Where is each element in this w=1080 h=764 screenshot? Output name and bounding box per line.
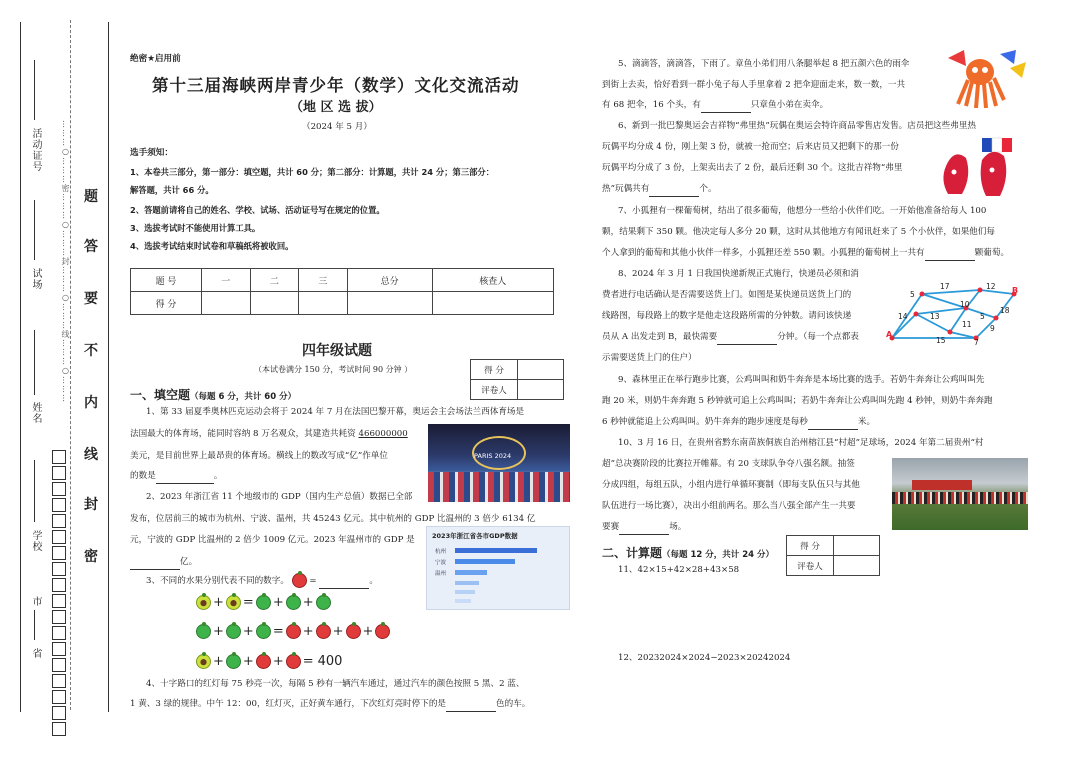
- q1-cost: 466000000: [358, 429, 408, 439]
- strawberry-icon: [375, 624, 390, 639]
- q3-equation-2: + + = + + +: [196, 621, 390, 640]
- graph-weight: 17: [940, 282, 950, 291]
- gdp-chart-label: 杭州: [435, 549, 447, 555]
- graph-weight: 15: [936, 336, 946, 345]
- section1-title-text: 一、填空题: [130, 388, 191, 402]
- q6-line: 热”玩偶共有 个。: [602, 182, 717, 197]
- octopus-image: [944, 48, 1030, 110]
- page-subtitle: （地 区 选 拔）: [290, 100, 382, 115]
- village-football-image: [892, 458, 1028, 530]
- warn-char: 密: [84, 549, 98, 565]
- gdp-chart-image: [426, 526, 570, 610]
- apple-icon: [196, 624, 211, 639]
- q10-line: 要赛 场。: [602, 520, 686, 535]
- q3-equation-1: + = + +: [196, 592, 331, 611]
- mini-grader-label: 评卷人: [787, 556, 834, 576]
- q10-line: 分成四组，每组五队，小组内进行单循环赛制（即每支队伍只与其他: [602, 480, 860, 490]
- gdp-chart-title: 2023年浙江省各市GDP数据: [432, 532, 518, 540]
- exam-date: （2024 年 5 月）: [302, 122, 372, 132]
- q10-answer-blank[interactable]: [619, 524, 669, 535]
- exam-number-boxes: [52, 450, 66, 738]
- phryge-mascot-image: [938, 136, 1030, 198]
- strawberry-icon: [256, 654, 271, 669]
- q7-line: 7、小狐狸有一棵葡萄树，结出了很多葡萄，他想分一些给小伙伴们吃。一开始他准备给每人 100: [618, 206, 987, 216]
- graph-weight: 13: [930, 312, 940, 321]
- score-header: 二: [250, 269, 299, 292]
- gdp-chart-label: 宁波: [435, 560, 447, 566]
- warn-char: 线: [84, 447, 98, 463]
- section1-note: （每题 6 分，共计 60 分）: [190, 392, 297, 402]
- q7-line: 颗，结果剩下 350 颗。他决定每人多分 20 颗，这时从其他地方有闻讯赶来了 5 个小伙伴，如果他们每: [602, 227, 995, 237]
- q2-line: 亿。: [130, 555, 197, 570]
- q10-line: 队伍进行一场比赛），决出小组前两名。那么当八强全部产生一共要: [602, 501, 856, 511]
- q9-answer-blank[interactable]: [808, 419, 858, 430]
- q4-answer-blank[interactable]: [446, 701, 496, 712]
- q1-line: 1、第 33 届夏季奥林匹克运动会将于 2024 年 7 月在法国巴黎开幕，奥运会主会场法兰西体育场是: [146, 407, 525, 417]
- q8-line: 8、2024 年 3 月 1 日我国快递新规正式施行，快递员必须和消: [618, 269, 859, 279]
- warn-char: 答: [84, 239, 98, 255]
- notice-item: 4、选拔考试结束时试卷和草稿纸将被收回。: [130, 241, 294, 251]
- q11: 11、42×15+42×28+43×58: [618, 565, 740, 575]
- q3-result: 400: [317, 654, 343, 669]
- mini-score-cell[interactable]: [518, 360, 564, 380]
- stadium-image: [428, 424, 570, 502]
- graph-weight: 5: [980, 312, 985, 321]
- score-cell[interactable]: [432, 292, 553, 315]
- q9-line: 跑 20 米，则奶牛奔奔跑 5 秒钟就可追上公鸡叫叫；若奶牛奔奔让公鸡叫叫先跑 4 秒钟，则奶牛奔奔跑: [602, 396, 993, 406]
- notice-title: 选手须知：: [130, 148, 173, 158]
- strawberry-icon: [286, 654, 301, 669]
- q1-line: 法国最大的体育场，能同时容纳 8 万名观众，其建造共耗资 466000000: [130, 429, 408, 439]
- score-header: 总分: [347, 269, 432, 292]
- q5-line: 5、滴滴答，滴滴答，下雨了。章鱼小弟们用八条腿举起 8 把五颜六色的雨伞: [618, 59, 910, 69]
- seal-line-text: ………○………密………○………封………○………线………○………: [61, 120, 70, 403]
- score-header: 核查人: [432, 269, 553, 292]
- q12: 12、20232024×2024−2023×20242024: [618, 653, 791, 663]
- q8-answer-blank[interactable]: [717, 334, 777, 345]
- warn-char: 题: [84, 189, 98, 205]
- avocado-icon: [226, 595, 241, 610]
- score-row-label: 得 分: [131, 292, 202, 315]
- apple-icon: [286, 595, 301, 610]
- field-city: 市: [30, 596, 41, 607]
- q9-line: 6 秒钟就能追上公鸡叫叫。奶牛奔奔的跑步速度是每秒 米。: [602, 415, 875, 430]
- q7-answer-blank[interactable]: [925, 250, 975, 261]
- field-name: 姓名: [30, 402, 41, 424]
- secret-mark: 绝密★启用前: [130, 54, 181, 64]
- section2-title-text: 二、计算题: [602, 546, 663, 560]
- q5-line: 到街上去卖，恰好看到一群小兔子每人手里拿着 2 把伞迎面走来，数一数，一共: [602, 80, 906, 90]
- graph-weight: 9: [990, 324, 995, 333]
- graph-weight: 10: [960, 300, 970, 309]
- notice-item: 3、选拔考试时不能使用计算工具。: [130, 223, 261, 233]
- strawberry-icon: [316, 624, 331, 639]
- apple-icon: [316, 595, 331, 610]
- mini-grader-label: 评卷人: [471, 380, 518, 400]
- score-header: 一: [202, 269, 251, 292]
- page-title: 第十三届海峡两岸青少年（数学）文化交流活动: [152, 76, 520, 95]
- grade-title: 四年级试题: [302, 343, 372, 359]
- q9-line: 9、森林里正在举行跑步比赛，公鸡叫叫和奶牛奔奔是本场比赛的选手。若奶牛奔奔让公鸡叫叫先: [618, 375, 985, 385]
- q3-line: 3、不同的水果分别代表不同的数字。 = 。: [146, 573, 378, 589]
- notice-item: 1、本卷共三部分，第一部分：填空题，共计 60 分；第二部分：计算题，共计 24 分；第三部分：: [130, 167, 495, 177]
- field-province: 省: [30, 648, 41, 659]
- notice-item: 2、答题前请将自己的姓名、学校、试场、活动证号写在规定的位置。: [130, 205, 385, 215]
- q1-line: 的数是 。: [130, 469, 222, 484]
- apple-icon: [256, 595, 271, 610]
- q6-line: 6、新到一批巴黎奥运会吉祥物“弗里热”玩偶在奥运会特许商品零售店发售。店员把这些弗里热: [618, 121, 977, 131]
- section2-title: [602, 544, 774, 561]
- score-table: [130, 268, 554, 315]
- graph-weight: 5: [910, 290, 915, 299]
- graph-weight: 7: [974, 338, 979, 347]
- graph-weight: 14: [898, 312, 908, 321]
- apple-icon: [226, 624, 241, 639]
- mini-grader-cell[interactable]: [834, 556, 880, 576]
- avocado-icon: [196, 654, 211, 669]
- gdp-chart-label: 温州: [435, 571, 447, 577]
- q6-line: 玩偶平均分成了 3 份，上架卖出去了 2 份，最后还剩 30 个。这批吉祥物“弗里: [602, 163, 903, 173]
- score-cell[interactable]: [299, 292, 348, 315]
- score-header: 三: [299, 269, 348, 292]
- field-school: 学校: [30, 530, 41, 552]
- q2-line: 2、2023 年浙江省 11 个地级市的 GDP（国内生产总值）数据已全部: [146, 492, 413, 502]
- paper-info: （本试卷满分 150 分，考试时间 90 分钟 ）: [254, 365, 413, 374]
- score-cell[interactable]: [202, 292, 251, 315]
- graph-weight: 18: [1000, 306, 1010, 315]
- strawberry-icon: [286, 624, 301, 639]
- q4-line: 4、十字路口的红灯每 75 秒亮一次，每隔 5 秒有一辆汽车通过，通过汽车的颜色按照 5 黑、2 蓝、: [146, 679, 525, 689]
- mini-grader-cell[interactable]: [518, 380, 564, 400]
- strawberry-icon: [346, 624, 361, 639]
- q1-line: 美元，是目前世界上最昂贵的体育场。横线上的数改写成“亿”作单位: [130, 451, 389, 461]
- warn-char: 内: [84, 395, 98, 411]
- strawberry-icon: [292, 573, 307, 588]
- q3-answer-blank[interactable]: [319, 578, 369, 589]
- q3-equation-3: + + + = 400: [196, 651, 344, 670]
- score-header: 题 号: [131, 269, 202, 292]
- score-cell[interactable]: [347, 292, 432, 315]
- mini-score-cell[interactable]: [834, 536, 880, 556]
- notice-item: 解答题，共计 66 分。: [130, 185, 214, 195]
- mini-score-label: 得 分: [471, 360, 518, 380]
- q8-line: 线路图，每段路上的数字是他走这段路所需的分钟数。请问该快递: [602, 311, 852, 321]
- q5-line: 有 68 把伞，16 个头，有 只章鱼小弟在卖伞。: [602, 98, 828, 113]
- q2-answer-blank[interactable]: [130, 559, 180, 570]
- q5-answer-blank[interactable]: [701, 102, 751, 113]
- q6-answer-blank[interactable]: [649, 186, 699, 197]
- score-cell[interactable]: [250, 292, 299, 315]
- q6-line: 玩偶平均分成 4 份，刚上架 3 份，就被一抢而空；后来店员又把剩下的那一份: [602, 142, 899, 152]
- avocado-icon: [196, 595, 211, 610]
- q2-line: 发布，位居前三的城市为杭州、宁波、温州，共 45243 亿元。其中杭州的 GDP 比温州的 3 倍少 6134 亿: [130, 514, 536, 524]
- q7-line: 个人拿到的葡萄和其他小伙伴一样多，小狐狸还差 550 颗。小狐狸的葡萄树上一共有 颗葡萄。: [602, 246, 1009, 261]
- warn-char: 不: [84, 343, 98, 359]
- field-room: 试场: [30, 268, 41, 290]
- graph-label-a: A: [886, 330, 893, 339]
- graph-weight: 11: [962, 320, 972, 329]
- section2-note: （每题 12 分，共计 24 分）: [662, 550, 775, 560]
- apple-icon: [256, 624, 271, 639]
- warn-char: 要: [84, 291, 98, 307]
- mini-score-table-2: [786, 535, 880, 576]
- mini-score-table: [470, 359, 564, 400]
- q10-line: 10、3 月 16 日，在贵州省黔东南苗族侗族自治州榕江县“村超”足球场，2024 年第二届贵州“村: [618, 438, 984, 448]
- q2-line: 元，宁波的 GDP 比温州的 2 倍少 1009 亿元。2023 年温州市的 GDP 是: [130, 535, 415, 545]
- q8-line: 示需要送货上门的住户）: [602, 353, 697, 363]
- mini-score-label: 得 分: [787, 536, 834, 556]
- graph-weight: 12: [986, 282, 996, 291]
- q8-line: 费者进行电话确认是否需要送货上门。如图是某快递员送货上门的: [602, 290, 852, 300]
- q8-line: 员从 A 出发走到 B，最快需要 分钟。（每一个点都表: [602, 330, 859, 345]
- field-exam-cert: 活动证号: [30, 128, 41, 172]
- warn-char: 封: [84, 497, 98, 513]
- stadium-label: PARIS 2024: [474, 452, 512, 460]
- apple-icon: [226, 654, 241, 669]
- q10-line: 超”总决赛阶段的比赛拉开帷幕。有 20 支球队争夺八强名额。抽签: [602, 459, 855, 469]
- q1-answer-blank[interactable]: [156, 473, 214, 484]
- graph-label-b: B: [1012, 286, 1019, 295]
- q4-line: 1 黄、3 绿的规律。中午 12：00，红灯灭，正好黄车通行，下次红灯亮时停下的是 色的车。: [130, 697, 530, 712]
- section1-title: [130, 386, 296, 403]
